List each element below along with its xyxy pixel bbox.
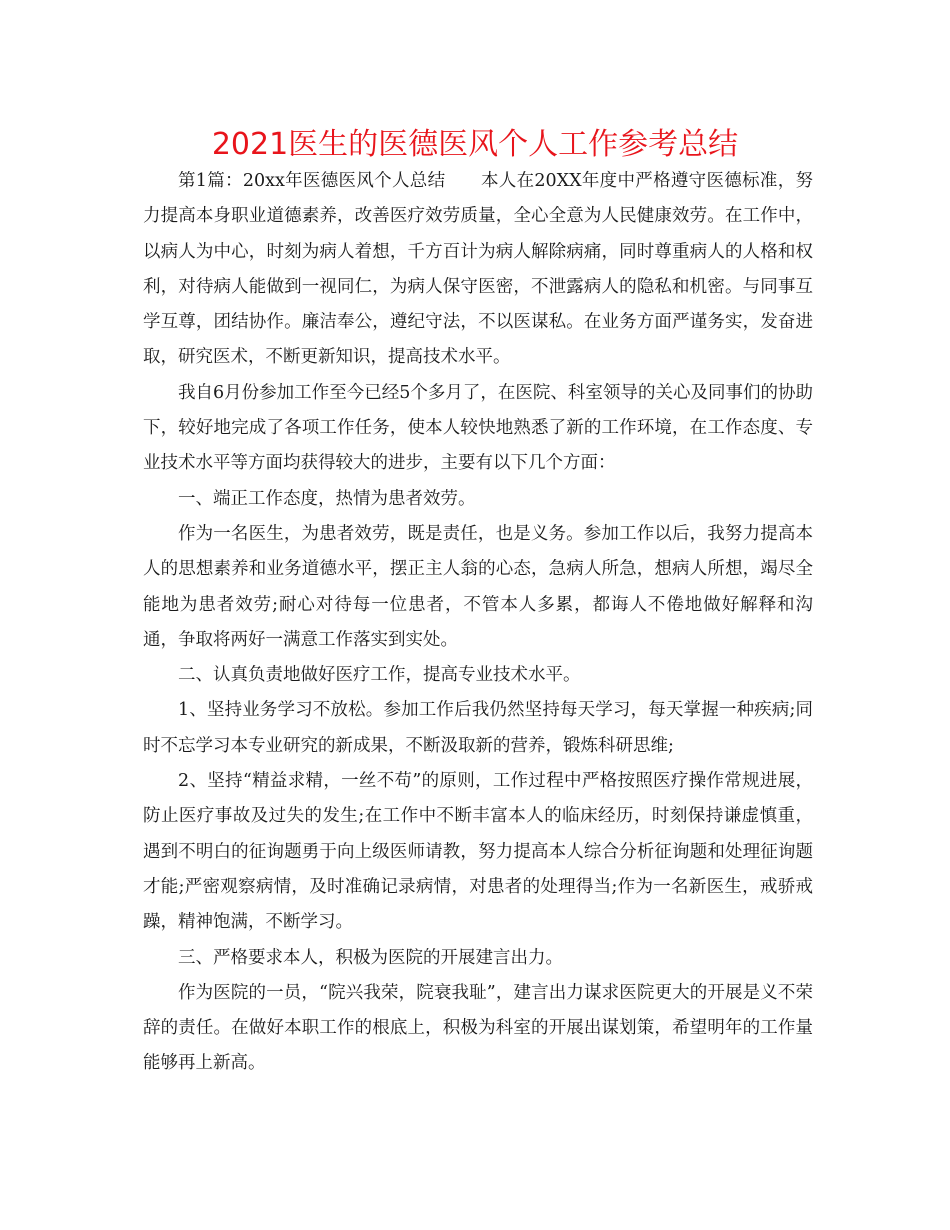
paragraph-1: 第1篇：20xx年医德医风个人总结 本人在20XX年度中严格遵守医德标准，努力提高本身职业道德素养，改善医疗效劳质量，全心全意为人民健康效劳。在工作中，以病人为中心，时刻为病人着想，千方百计为病人解除病痛，同时尊重病人的人格和权利，对待病人能做到一视同仁，为病人保守医密，不泄露病人的隐私和机密。与同事互学互尊，团结协作。廉洁奉公，遵纪守法，不以医谋私。在业务方面严谨务实，发奋进取，研究医术，不断更新知识，提高技术水平。 — [143, 171, 813, 368]
section-heading-1: 一、端正工作态度，热情为患者效劳。 — [178, 488, 476, 509]
section-heading-2: 二、认真负责地做好医疗工作，提高专业技术水平。 — [178, 665, 581, 686]
paragraph-4: 作为医院的一员，“院兴我荣，院衰我耻”，建言出力谋求医院更大的开展是义不荣辞的责任。在做好本职工作的根底上，积极为科室的开展出谋划策，希望明年的工作量能够再上新高。 — [143, 982, 813, 1074]
document-title: 2021医生的医德医风个人工作参考总结 — [211, 127, 739, 162]
list-item-1: 1、坚持业务学习不放松。参加工作后我仍然坚持每天学习，每天掌握一种疾病;同时不忘学习本专业研究的新成果，不断汲取新的营养，锻炼科研思维; — [143, 700, 813, 756]
section-heading-3: 三、严格要求本人，积极为医院的开展建言出力。 — [178, 947, 563, 968]
document-body — [143, 164, 813, 1082]
paragraph-2: 我自6月份参加工作至今已经5个多月了，在医院、科室领导的关心及同事们的协助下，较好地完成了各项工作任务，使本人较快地熟悉了新的工作环境，在工作态度、专业技术水平等方面均获得较大的进步，主要有以下几个方面： — [143, 382, 813, 474]
list-item-2: 2、坚持“精益求精，一丝不苟”的原则，工作过程中严格按照医疗操作常规进展，防止医疗事故及过失的发生;在工作中不断丰富本人的临床经历，时刻保持谦虚慎重，遇到不明白的征询题勇于向上级医师请教，努力提高本人综合分析征询题和处理征询题才能;严密观察病情，及时准确记录病情，对患者的处理得当;作为一名新医生，戒骄戒躁，精神饱满，不断学习。 — [143, 771, 813, 933]
paragraph-3: 作为一名医生，为患者效劳，既是责任，也是义务。参加工作以后，我努力提高本人的思想素养和业务道德水平，摆正主人翁的心态，急病人所急，想病人所想，竭尽全能地为患者效劳;耐心对待每一位患者，不管本人多累，都诲人不倦地做好解释和沟通，争取将两好一满意工作落实到实处。 — [143, 523, 813, 650]
